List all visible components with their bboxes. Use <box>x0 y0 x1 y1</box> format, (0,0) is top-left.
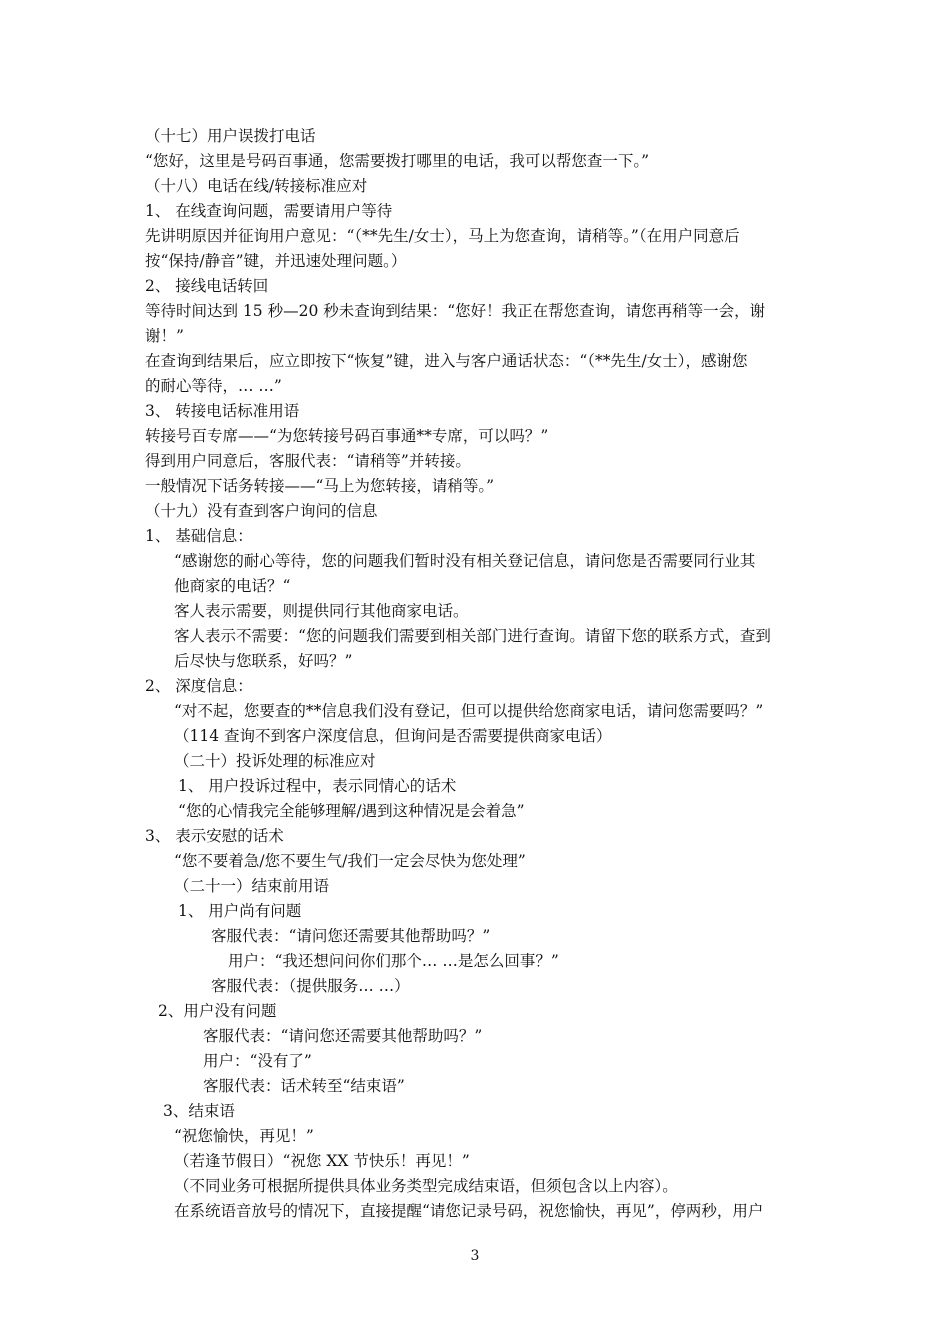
paragraph: 按“保持/静音”键，并迅速处理问题。） <box>145 252 407 270</box>
paragraph: （114 查询不到客户深度信息，但询问是否需要提供商家电话） <box>174 727 612 745</box>
list-item-heading: 2、用户没有问题 <box>158 1002 277 1020</box>
paragraph: 得到用户同意后，客服代表：“请稍等”并转接。 <box>145 452 471 470</box>
paragraph: 在系统语音放号的情况下，直接提醒“请您记录号码，祝您愉快，再见”，停两秒，用户 <box>174 1202 764 1220</box>
paragraph: 一般情况下话务转接——“马上为您转接，请稍等。” <box>145 477 495 495</box>
list-item-heading: 1、 用户尚有问题 <box>178 902 302 920</box>
paragraph: 先讲明原因并征询用户意见：“（**先生/女士），马上为您查询，请稍等。”（在用户同意后 <box>145 227 740 245</box>
dialogue-line: 客服代表：（提供服务… …） <box>211 977 410 995</box>
paragraph: 的耐心等待，… …” <box>145 377 282 395</box>
list-item-heading: 3、 转接电话标准用语 <box>145 402 300 420</box>
list-item-heading: 1、 基础信息： <box>145 527 253 545</box>
list-item-heading: 2、 深度信息： <box>145 677 253 695</box>
paragraph: “祝您愉快，再见！” <box>174 1127 314 1145</box>
section-heading-17: （十七）用户误拨打电话 <box>145 127 316 145</box>
paragraph: 客人表示需要，则提供同行其他商家电话。 <box>174 602 469 620</box>
section-heading-20: （二十）投诉处理的标准应对 <box>174 752 376 770</box>
dialogue-line: 客服代表：话术转至“结束语” <box>203 1077 405 1095</box>
paragraph: “您的心情我完全能够理解/遇到这种情况是会着急” <box>178 802 525 820</box>
paragraph: 在查询到结果后，应立即按下“恢复”键，进入与客户通话状态：“（**先生/女士），感谢您 <box>145 352 748 370</box>
section-heading-21: （二十一）结束前用语 <box>174 877 330 895</box>
paragraph: “您不要着急/您不要生气/我们一定会尽快为您处理” <box>174 852 526 870</box>
paragraph: 谢！” <box>145 327 184 345</box>
list-item-heading: 1、 用户投诉过程中，表示同情心的话术 <box>178 777 457 795</box>
paragraph: 后尽快与您联系，好吗？” <box>174 652 353 670</box>
page-number: 3 <box>470 1248 480 1264</box>
section-heading-18: （十八）电话在线/转接标准应对 <box>145 177 368 195</box>
dialogue-line: 客服代表：“请问您还需要其他帮助吗？” <box>211 927 491 945</box>
paragraph: 客人表示不需要：“您的问题我们需要到相关部门进行查询。请留下您的联系方式，查到 <box>174 627 771 645</box>
dialogue-line: 客服代表：“请问您还需要其他帮助吗？” <box>203 1027 483 1045</box>
paragraph: （不同业务可根据所提供具体业务类型完成结束语，但须包含以上内容）。 <box>174 1177 678 1195</box>
paragraph: （若逢节假日）“祝您 XX 节快乐！再见！” <box>174 1152 470 1170</box>
section-heading-19: （十九）没有查到客户询问的信息 <box>145 502 378 520</box>
paragraph: “您好，这里是号码百事通，您需要拨打哪里的电话，我可以帮您查一下。” <box>145 152 650 170</box>
paragraph: 他商家的电话？“ <box>174 577 291 595</box>
list-item-heading: 3、结束语 <box>163 1102 235 1120</box>
list-item-heading: 1、 在线查询问题，需要请用户等待 <box>145 202 393 220</box>
paragraph: “感谢您的耐心等待，您的问题我们暂时没有相关登记信息，请问您是否需要同行业其 <box>174 552 756 570</box>
dialogue-line: 用户：“我还想问问你们那个… …是怎么回事？” <box>228 952 559 970</box>
paragraph: 等待时间达到 15 秒—20 秒未查询到结果：“您好！我正在帮您查询，请您再稍等一会，谢 <box>145 302 766 320</box>
paragraph: 转接号百专席——“为您转接号码百事通**专席，可以吗？” <box>145 427 549 445</box>
list-item-heading: 3、 表示安慰的话术 <box>145 827 284 845</box>
dialogue-line: 用户：“没有了” <box>203 1052 312 1070</box>
paragraph: “对不起，您要查的**信息我们没有登记，但可以提供给您商家电话，请问您需要吗？” <box>174 702 764 720</box>
list-item-heading: 2、 接线电话转回 <box>145 277 269 295</box>
